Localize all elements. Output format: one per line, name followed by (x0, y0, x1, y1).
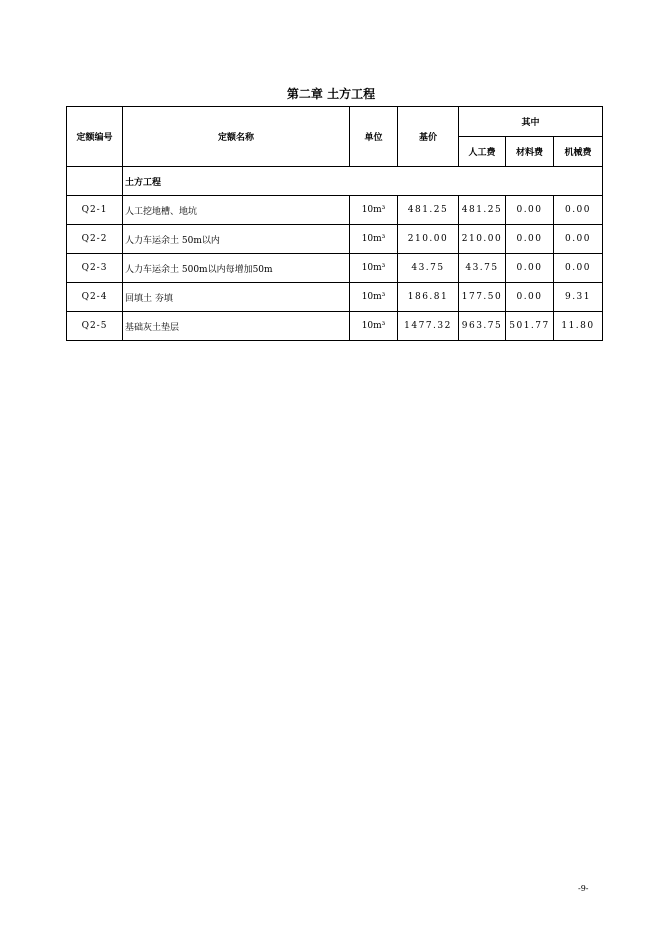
header-code: 定额编号 (67, 107, 123, 167)
section-row (67, 167, 603, 196)
cell-unit: 10m³ (350, 254, 398, 283)
cell-base-price: 210.00 (398, 225, 459, 254)
cell-code: Q2-3 (67, 254, 123, 283)
cell-labor: 963.75 (459, 312, 506, 341)
table-row (67, 312, 603, 341)
cell-name: 人力车运余土 50m以内 (123, 225, 350, 254)
cell-unit: 10m³ (350, 196, 398, 225)
page-title: 第二章 土方工程 (286, 87, 376, 101)
cell-name: 人力车运余土 500m以内每增加50m (123, 254, 350, 283)
header-labor: 人工费 (459, 137, 506, 167)
cell-code: Q2-1 (67, 196, 123, 225)
cell-base-price: 186.81 (398, 283, 459, 312)
cell-material: 0.00 (506, 283, 554, 312)
cell-machine: 0.00 (554, 196, 603, 225)
table-row (67, 196, 603, 225)
cell-name: 人工挖地槽、地坑 (123, 196, 350, 225)
quota-table (66, 106, 603, 341)
cell-labor: 210.00 (459, 225, 506, 254)
cell-material: 0.00 (506, 254, 554, 283)
header-unit: 单位 (350, 107, 398, 167)
cell-code: Q2-4 (67, 283, 123, 312)
cell-name: 回填土 夯填 (123, 283, 350, 312)
cell-labor: 481.25 (459, 196, 506, 225)
section-empty-cell (67, 167, 123, 196)
cell-unit: 10m³ (350, 225, 398, 254)
cell-labor: 177.50 (459, 283, 506, 312)
header-machine: 机械费 (554, 137, 603, 167)
cell-base-price: 481.25 (398, 196, 459, 225)
cell-labor: 43.75 (459, 254, 506, 283)
cell-code: Q2-2 (67, 225, 123, 254)
table-row (67, 283, 603, 312)
table-row (67, 254, 603, 283)
section-label: 土方工程 (123, 167, 603, 196)
cell-machine: 0.00 (554, 225, 603, 254)
cell-unit: 10m³ (350, 283, 398, 312)
cell-machine: 9.31 (554, 283, 603, 312)
cell-machine: 11.80 (554, 312, 603, 341)
cell-material: 0.00 (506, 196, 554, 225)
cell-code: Q2-5 (67, 312, 123, 341)
table-row (67, 225, 603, 254)
header-name: 定额名称 (123, 107, 350, 167)
cell-unit: 10m³ (350, 312, 398, 341)
cell-material: 501.77 (506, 312, 554, 341)
cell-base-price: 43.75 (398, 254, 459, 283)
cell-name: 基础灰土垫层 (123, 312, 350, 341)
cell-material: 0.00 (506, 225, 554, 254)
page-number: -9- (578, 884, 589, 893)
header-base-price: 基价 (398, 107, 459, 167)
header-of-which: 其中 (459, 107, 603, 137)
header-material: 材料费 (506, 137, 554, 167)
cell-base-price: 1477.32 (398, 312, 459, 341)
cell-machine: 0.00 (554, 254, 603, 283)
